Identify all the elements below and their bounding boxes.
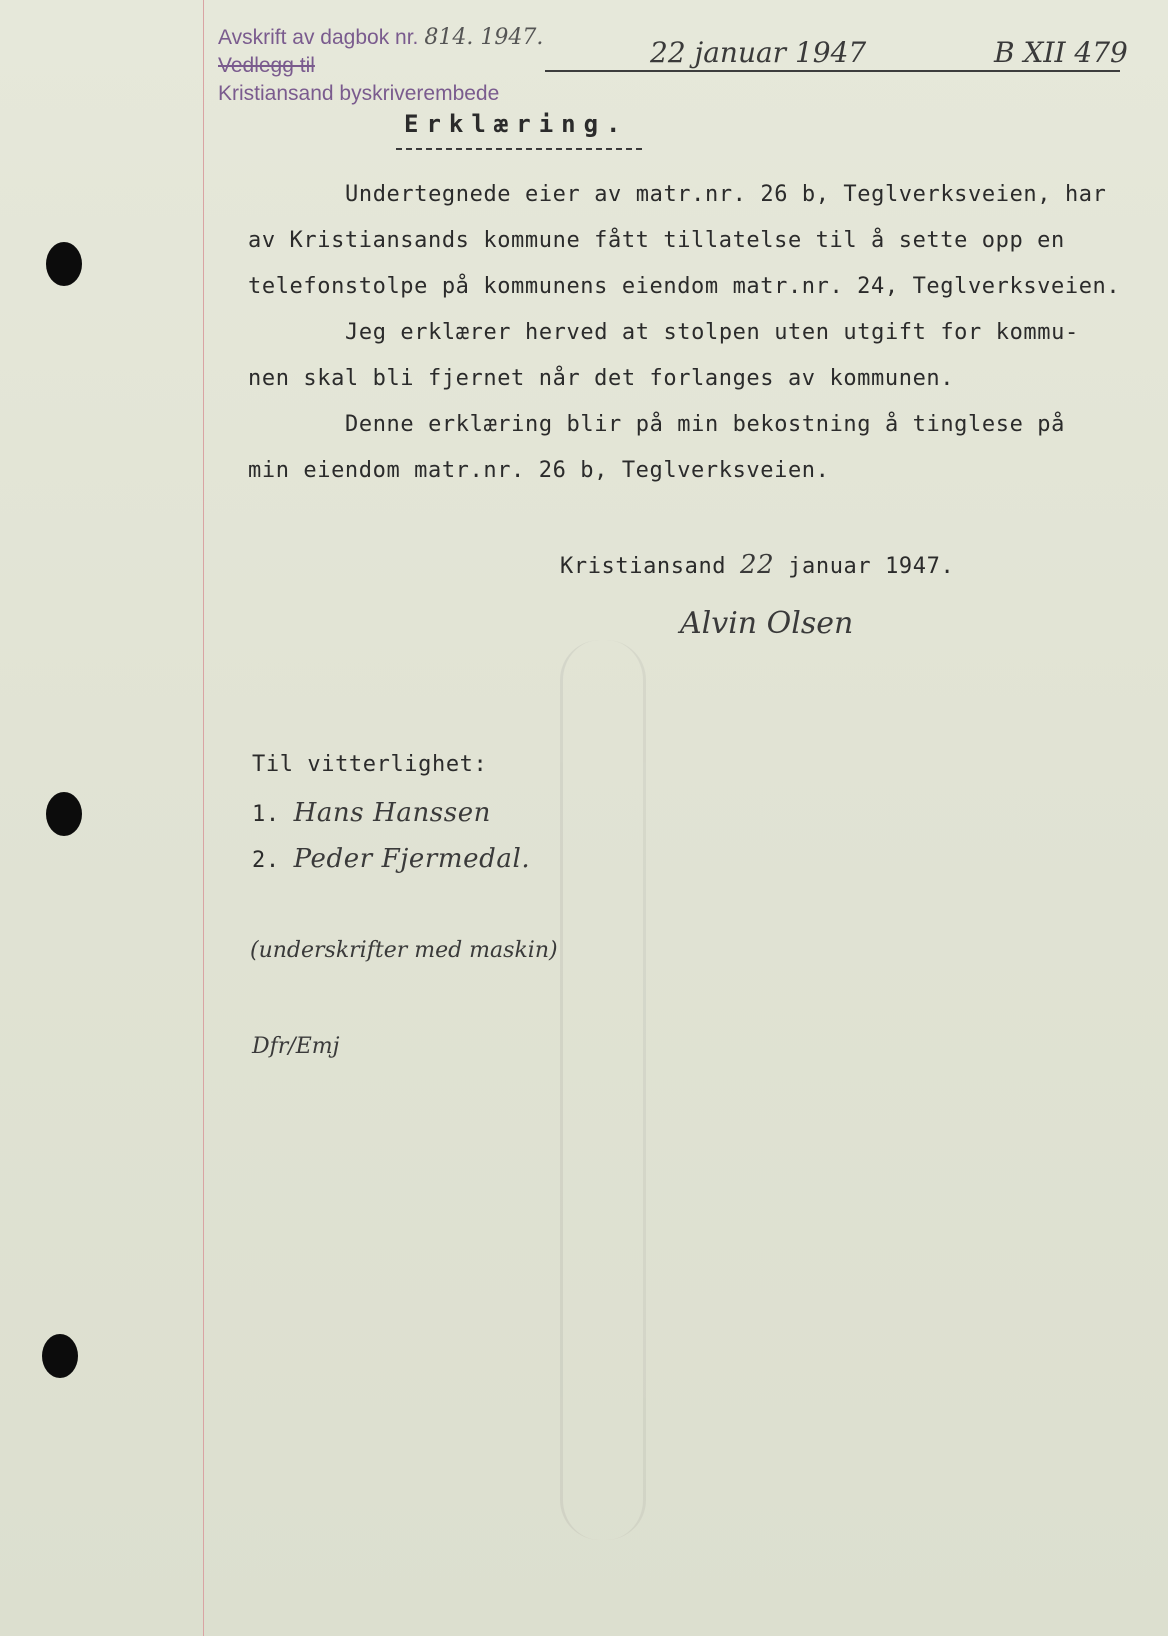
witness-item (252, 798, 491, 828)
handwritten-note: (underskrifter med maskin) (250, 938, 558, 963)
punch-hole (42, 1334, 78, 1378)
witness-signature: Hans Hanssen (293, 798, 492, 828)
faint-bleedthrough (560, 640, 646, 1540)
handwritten-initials: Dfr/Emj (252, 1034, 340, 1059)
body-line: Denne erklæring blir på min bekostning å tinglese på (345, 412, 1065, 437)
witness-heading: Til vitterlighet: (252, 752, 488, 777)
handwritten-date: 22 januar 1947 (650, 36, 867, 69)
body-line: av Kristiansands kommune fått tillatelse til å sette opp en (248, 228, 1065, 253)
witness-signature: Peder Fjermedal. (293, 844, 531, 874)
header-rule (545, 70, 1120, 72)
office-stamp (218, 24, 543, 108)
month-year: januar 1947. (788, 554, 955, 579)
witness-number: 1. (252, 802, 280, 827)
stamp-line-3: Kristiansand byskriverembede (218, 82, 500, 105)
handwritten-day: 22 (740, 550, 775, 580)
stamp-handwritten-number: 814. 1947. (424, 25, 544, 50)
stamp-line-1: Avskrift av dagbok nr. (218, 26, 419, 49)
body-line: telefonstolpe på kommunens eiendom matr.nr. 24, Teglverksveien. (248, 274, 1121, 299)
witness-item (252, 844, 530, 874)
stamp-line-2: Vedlegg til (218, 54, 315, 77)
document-title: Erklæring. (404, 110, 629, 138)
punch-hole (46, 792, 82, 836)
body-line: Jeg erklærer herved at stolpen uten utgift for kommu- (345, 320, 1079, 345)
body-line: nen skal bli fjernet når det forlanges av kommunen. (248, 366, 955, 391)
place-date (560, 550, 954, 580)
place: Kristiansand (560, 554, 727, 579)
margin-line (203, 0, 204, 1636)
title-underline (396, 148, 642, 150)
witness-number: 2. (252, 848, 280, 873)
body-line: min eiendom matr.nr. 26 b, Teglverksveien. (248, 458, 830, 483)
handwritten-reference: B XII 479 (994, 36, 1128, 69)
punch-hole (46, 242, 82, 286)
signature: Alvin Olsen (680, 606, 854, 641)
body-line: Undertegnede eier av matr.nr. 26 b, Teglverksveien, har (345, 182, 1107, 207)
